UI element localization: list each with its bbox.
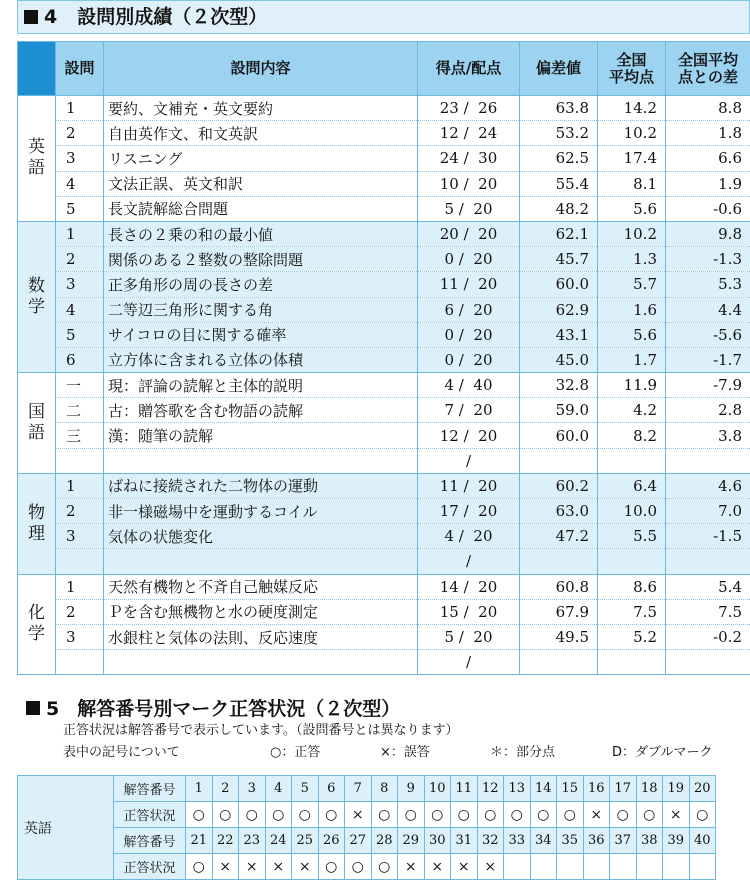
subject-label: 物 理 bbox=[18, 473, 56, 574]
question-content: Ｐを含む無機物と水の硬度測定 bbox=[104, 599, 418, 624]
answer-status-label: 正答状況 bbox=[114, 802, 186, 828]
score-cell: / bbox=[418, 549, 520, 574]
diff-cell: -1.7 bbox=[666, 347, 750, 372]
answer-status-cell bbox=[504, 854, 531, 880]
answer-status-cell: ○ bbox=[504, 802, 531, 828]
answer-status-cell bbox=[583, 854, 610, 880]
section5-title: 解答番号別マーク正答状況（２次型） bbox=[77, 698, 401, 720]
national-average-cell: 11.9 bbox=[598, 373, 666, 398]
answer-status-cell: × bbox=[424, 854, 451, 880]
question-no: 2 bbox=[56, 599, 104, 624]
score-cell: 5 / 20 bbox=[418, 196, 520, 221]
table-row bbox=[18, 423, 750, 448]
question-no: 3 bbox=[56, 146, 104, 171]
table-row bbox=[18, 322, 750, 347]
question-no: 5 bbox=[56, 322, 104, 347]
answer-number-cell: 39 bbox=[663, 828, 690, 854]
answer-status-cell: ○ bbox=[398, 802, 425, 828]
diff-cell: -5.6 bbox=[666, 322, 750, 347]
question-no: 2 bbox=[56, 499, 104, 524]
deviation-cell: 60.0 bbox=[520, 272, 598, 297]
question-content: 気体の状態変化 bbox=[104, 524, 418, 549]
answer-number-cell: 3 bbox=[239, 776, 266, 802]
section5-note: 正答状況は解答番号で表示しています。（設問番号とは異なります） bbox=[63, 723, 459, 738]
answer-number-cell: 38 bbox=[636, 828, 663, 854]
header-question-content: 設問内容 bbox=[104, 42, 418, 96]
question-no: 2 bbox=[56, 121, 104, 146]
question-content bbox=[104, 448, 418, 473]
answer-status-cell: ○ bbox=[371, 854, 398, 880]
diff-cell: 1.8 bbox=[666, 121, 750, 146]
diff-cell bbox=[666, 650, 750, 675]
diff-cell: 7.5 bbox=[666, 599, 750, 624]
score-cell: 23 / 26 bbox=[418, 96, 520, 121]
answer-number-cell: 18 bbox=[636, 776, 663, 802]
deviation-cell: 60.2 bbox=[520, 473, 598, 498]
answer-status-cell: × bbox=[345, 802, 372, 828]
legend-label: 表中の記号について bbox=[63, 745, 180, 760]
question-content: 水銀柱と気体の法則、反応速度 bbox=[104, 624, 418, 649]
score-cell: 15 / 20 bbox=[418, 599, 520, 624]
deviation-cell: 67.9 bbox=[520, 599, 598, 624]
question-no: 三 bbox=[56, 423, 104, 448]
national-average-cell: 8.2 bbox=[598, 423, 666, 448]
square-bullet-icon bbox=[24, 10, 38, 24]
header-score: 得点/配点 bbox=[418, 42, 520, 96]
answer-number-cell: 33 bbox=[504, 828, 531, 854]
diff-cell: 7.0 bbox=[666, 499, 750, 524]
table-row bbox=[18, 448, 750, 473]
table-row bbox=[18, 499, 750, 524]
answer-number-cell: 13 bbox=[504, 776, 531, 802]
subject-label: 英 語 bbox=[18, 96, 56, 222]
table-row bbox=[18, 854, 716, 880]
answer-status-cell: ○ bbox=[610, 802, 637, 828]
answer-status-cell bbox=[610, 854, 637, 880]
square-bullet-icon bbox=[26, 701, 40, 715]
answer-number-cell: 24 bbox=[265, 828, 292, 854]
answer-number-cell: 25 bbox=[292, 828, 319, 854]
answer-status-cell: × bbox=[663, 802, 690, 828]
table-row bbox=[18, 524, 750, 549]
diff-cell: 1.9 bbox=[666, 171, 750, 196]
table-row bbox=[18, 96, 750, 121]
answer-status-cell bbox=[557, 854, 584, 880]
deviation-cell: 45.7 bbox=[520, 247, 598, 272]
answer-status-label: 正答状況 bbox=[114, 854, 186, 880]
diff-cell: 3.8 bbox=[666, 423, 750, 448]
section5-number: 5 bbox=[46, 698, 60, 720]
answer-status-cell: ○ bbox=[451, 802, 478, 828]
table-row bbox=[18, 121, 750, 146]
answer-number-cell: 32 bbox=[477, 828, 504, 854]
national-average-cell: 17.4 bbox=[598, 146, 666, 171]
question-no: 1 bbox=[56, 473, 104, 498]
deviation-cell: 32.8 bbox=[520, 373, 598, 398]
answer-number-cell: 19 bbox=[663, 776, 690, 802]
table-row bbox=[18, 802, 716, 828]
subject-label: 国 語 bbox=[18, 373, 56, 474]
national-average-cell: 8.6 bbox=[598, 574, 666, 599]
deviation-cell: 62.5 bbox=[520, 146, 598, 171]
table-row bbox=[18, 549, 750, 574]
national-average-cell: 8.1 bbox=[598, 171, 666, 196]
deviation-cell: 43.1 bbox=[520, 322, 598, 347]
legend-wrong: ×：誤答 bbox=[380, 745, 430, 760]
header-corner bbox=[18, 42, 56, 96]
table-row bbox=[18, 624, 750, 649]
question-content: 自由英作文、和文英訳 bbox=[104, 121, 418, 146]
subject-label: 英語 bbox=[18, 776, 114, 880]
diff-cell: 9.8 bbox=[666, 221, 750, 246]
score-cell: 5 / 20 bbox=[418, 624, 520, 649]
question-no: 3 bbox=[56, 624, 104, 649]
diff-cell: 5.3 bbox=[666, 272, 750, 297]
answer-status-cell: ○ bbox=[371, 802, 398, 828]
table-row bbox=[18, 776, 716, 802]
national-average-cell: 4.2 bbox=[598, 398, 666, 423]
mark-answer-table bbox=[17, 775, 716, 880]
answer-status-cell: × bbox=[212, 854, 239, 880]
question-no: 2 bbox=[56, 247, 104, 272]
deviation-cell bbox=[520, 448, 598, 473]
deviation-cell: 45.0 bbox=[520, 347, 598, 372]
deviation-cell bbox=[520, 650, 598, 675]
question-content: 関係のある２整数の整除問題 bbox=[104, 247, 418, 272]
diff-cell: 4.6 bbox=[666, 473, 750, 498]
score-cell: 11 / 20 bbox=[418, 473, 520, 498]
answer-status-cell: ○ bbox=[212, 802, 239, 828]
answer-number-cell: 36 bbox=[583, 828, 610, 854]
deviation-cell: 62.1 bbox=[520, 221, 598, 246]
header-diff-from-average: 全国平均 点との差 bbox=[666, 42, 750, 96]
question-no: 4 bbox=[56, 171, 104, 196]
diff-cell: 4.4 bbox=[666, 297, 750, 322]
national-average-cell: 5.6 bbox=[598, 196, 666, 221]
national-average-cell: 10.2 bbox=[598, 221, 666, 246]
score-cell: 12 / 20 bbox=[418, 423, 520, 448]
answer-status-cell: ○ bbox=[689, 802, 716, 828]
score-cell: 14 / 20 bbox=[418, 574, 520, 599]
question-content: 立方体に含まれる立体の体積 bbox=[104, 347, 418, 372]
answer-status-cell: ○ bbox=[636, 802, 663, 828]
question-no bbox=[56, 549, 104, 574]
score-cell: 20 / 20 bbox=[418, 221, 520, 246]
answer-status-cell: ○ bbox=[265, 802, 292, 828]
answer-number-cell: 4 bbox=[265, 776, 292, 802]
national-average-cell: 1.7 bbox=[598, 347, 666, 372]
national-average-cell: 5.7 bbox=[598, 272, 666, 297]
answer-status-cell: × bbox=[477, 854, 504, 880]
subject-label: 化 学 bbox=[18, 574, 56, 675]
answer-status-cell: × bbox=[265, 854, 292, 880]
question-no: 5 bbox=[56, 196, 104, 221]
question-content: 古：贈答歌を含む物語の読解 bbox=[104, 398, 418, 423]
answer-number-label: 解答番号 bbox=[114, 776, 186, 802]
national-average-cell: 5.6 bbox=[598, 322, 666, 347]
answer-number-cell: 6 bbox=[318, 776, 345, 802]
header-deviation: 偏差値 bbox=[520, 42, 598, 96]
answer-status-cell: ○ bbox=[557, 802, 584, 828]
score-cell: 7 / 20 bbox=[418, 398, 520, 423]
score-cell: 17 / 20 bbox=[418, 499, 520, 524]
national-average-cell: 5.2 bbox=[598, 624, 666, 649]
answer-number-cell: 35 bbox=[557, 828, 584, 854]
section4-header bbox=[17, 0, 750, 34]
answer-number-cell: 30 bbox=[424, 828, 451, 854]
answer-number-cell: 9 bbox=[398, 776, 425, 802]
national-average-cell: 5.5 bbox=[598, 524, 666, 549]
question-content: 漢：随筆の読解 bbox=[104, 423, 418, 448]
score-cell: / bbox=[418, 650, 520, 675]
answer-number-cell: 27 bbox=[345, 828, 372, 854]
answer-number-cell: 34 bbox=[530, 828, 557, 854]
question-content: 天然有機物と不斉自己触媒反応 bbox=[104, 574, 418, 599]
table-row bbox=[18, 171, 750, 196]
answer-status-cell: ○ bbox=[318, 802, 345, 828]
table-row bbox=[18, 247, 750, 272]
score-cell: 6 / 20 bbox=[418, 297, 520, 322]
deviation-cell: 63.0 bbox=[520, 499, 598, 524]
diff-cell: -1.5 bbox=[666, 524, 750, 549]
legend-double-mark: D：ダブルマーク bbox=[612, 745, 713, 760]
national-average-cell bbox=[598, 549, 666, 574]
table-row bbox=[18, 828, 716, 854]
score-cell: 12 / 24 bbox=[418, 121, 520, 146]
answer-status-cell: × bbox=[239, 854, 266, 880]
score-cell: 0 / 20 bbox=[418, 247, 520, 272]
answer-number-cell: 40 bbox=[689, 828, 716, 854]
question-content: 長さの２乗の和の最小値 bbox=[104, 221, 418, 246]
diff-cell: -1.3 bbox=[666, 247, 750, 272]
deviation-cell: 53.2 bbox=[520, 121, 598, 146]
table-row bbox=[18, 221, 750, 246]
header-question-no: 設問 bbox=[56, 42, 104, 96]
table-row bbox=[18, 146, 750, 171]
deviation-cell: 62.9 bbox=[520, 297, 598, 322]
table-row bbox=[18, 650, 750, 675]
question-no bbox=[56, 650, 104, 675]
question-content: サイコロの目に関する確率 bbox=[104, 322, 418, 347]
section4-title: 設問別成績（２次型） bbox=[77, 6, 268, 28]
question-no: 1 bbox=[56, 221, 104, 246]
national-average-cell: 14.2 bbox=[598, 96, 666, 121]
question-content: リスニング bbox=[104, 146, 418, 171]
diff-cell: 6.6 bbox=[666, 146, 750, 171]
question-no: 一 bbox=[56, 373, 104, 398]
table-row bbox=[18, 297, 750, 322]
question-no: 二 bbox=[56, 398, 104, 423]
score-cell: 10 / 20 bbox=[418, 171, 520, 196]
answer-number-cell: 20 bbox=[689, 776, 716, 802]
table-row bbox=[18, 196, 750, 221]
national-average-cell bbox=[598, 448, 666, 473]
question-content: 文法正誤、英文和訳 bbox=[104, 171, 418, 196]
table-row bbox=[18, 473, 750, 498]
deviation-cell: 47.2 bbox=[520, 524, 598, 549]
national-average-cell: 6.4 bbox=[598, 473, 666, 498]
national-average-cell: 1.3 bbox=[598, 247, 666, 272]
answer-number-cell: 16 bbox=[583, 776, 610, 802]
answer-number-cell: 37 bbox=[610, 828, 637, 854]
question-content: 二等辺三角形に関する角 bbox=[104, 297, 418, 322]
question-content: 現：評論の読解と主体的説明 bbox=[104, 373, 418, 398]
answer-number-cell: 31 bbox=[451, 828, 478, 854]
national-average-cell: 1.6 bbox=[598, 297, 666, 322]
answer-status-cell: ○ bbox=[345, 854, 372, 880]
deviation-cell: 60.8 bbox=[520, 574, 598, 599]
diff-cell: -0.2 bbox=[666, 624, 750, 649]
question-score-table bbox=[17, 41, 750, 675]
table-row bbox=[18, 347, 750, 372]
score-cell: 0 / 20 bbox=[418, 322, 520, 347]
question-no: 3 bbox=[56, 524, 104, 549]
answer-number-cell: 7 bbox=[345, 776, 372, 802]
question-no: 4 bbox=[56, 297, 104, 322]
answer-number-cell: 28 bbox=[371, 828, 398, 854]
question-no: 3 bbox=[56, 272, 104, 297]
answer-status-cell: ○ bbox=[530, 802, 557, 828]
national-average-cell: 10.2 bbox=[598, 121, 666, 146]
answer-status-cell bbox=[689, 854, 716, 880]
answer-number-cell: 22 bbox=[212, 828, 239, 854]
table-row bbox=[18, 373, 750, 398]
answer-status-cell: ○ bbox=[186, 802, 213, 828]
answer-status-cell: ○ bbox=[318, 854, 345, 880]
legend-partial: ＊：部分点 bbox=[490, 745, 556, 760]
answer-number-cell: 15 bbox=[557, 776, 584, 802]
national-average-cell bbox=[598, 650, 666, 675]
answer-number-cell: 21 bbox=[186, 828, 213, 854]
deviation-cell: 49.5 bbox=[520, 624, 598, 649]
diff-cell: 2.8 bbox=[666, 398, 750, 423]
question-content: 正多角形の周の長さの差 bbox=[104, 272, 418, 297]
legend-correct: ○：正答 bbox=[270, 745, 321, 760]
national-average-cell: 7.5 bbox=[598, 599, 666, 624]
answer-number-cell: 26 bbox=[318, 828, 345, 854]
score-cell: 4 / 20 bbox=[418, 524, 520, 549]
table-row bbox=[18, 272, 750, 297]
table-row bbox=[18, 574, 750, 599]
diff-cell: 8.8 bbox=[666, 96, 750, 121]
diff-cell: -7.9 bbox=[666, 373, 750, 398]
deviation-cell: 59.0 bbox=[520, 398, 598, 423]
deviation-cell bbox=[520, 549, 598, 574]
answer-number-cell: 8 bbox=[371, 776, 398, 802]
deviation-cell: 63.8 bbox=[520, 96, 598, 121]
answer-status-cell: ○ bbox=[477, 802, 504, 828]
answer-number-label: 解答番号 bbox=[114, 828, 186, 854]
subject-label: 数 学 bbox=[18, 221, 56, 372]
question-no: 1 bbox=[56, 574, 104, 599]
section4-number: 4 bbox=[44, 6, 58, 28]
deviation-cell: 60.0 bbox=[520, 423, 598, 448]
table-row bbox=[18, 599, 750, 624]
score-cell: 4 / 40 bbox=[418, 373, 520, 398]
diff-cell bbox=[666, 448, 750, 473]
answer-status-cell bbox=[663, 854, 690, 880]
answer-status-cell bbox=[636, 854, 663, 880]
answer-status-cell: ○ bbox=[292, 802, 319, 828]
answer-number-cell: 12 bbox=[477, 776, 504, 802]
question-content: 長文読解総合問題 bbox=[104, 196, 418, 221]
answer-status-cell: ○ bbox=[239, 802, 266, 828]
answer-number-cell: 14 bbox=[530, 776, 557, 802]
answer-number-cell: 10 bbox=[424, 776, 451, 802]
answer-number-cell: 1 bbox=[186, 776, 213, 802]
header-national-average: 全国 平均点 bbox=[598, 42, 666, 96]
diff-cell bbox=[666, 549, 750, 574]
answer-status-cell: ○ bbox=[186, 854, 213, 880]
score-cell: 24 / 30 bbox=[418, 146, 520, 171]
answer-status-cell: × bbox=[292, 854, 319, 880]
answer-number-cell: 2 bbox=[212, 776, 239, 802]
answer-number-cell: 17 bbox=[610, 776, 637, 802]
deviation-cell: 48.2 bbox=[520, 196, 598, 221]
question-content bbox=[104, 549, 418, 574]
question-no: 1 bbox=[56, 96, 104, 121]
question-content: ばねに接続された二物体の運動 bbox=[104, 473, 418, 498]
diff-cell: 5.4 bbox=[666, 574, 750, 599]
national-average-cell: 10.0 bbox=[598, 499, 666, 524]
score-cell: 0 / 20 bbox=[418, 347, 520, 372]
answer-number-cell: 23 bbox=[239, 828, 266, 854]
score-cell: 11 / 20 bbox=[418, 272, 520, 297]
question-content bbox=[104, 650, 418, 675]
question-no: 6 bbox=[56, 347, 104, 372]
answer-number-cell: 29 bbox=[398, 828, 425, 854]
deviation-cell: 55.4 bbox=[520, 171, 598, 196]
answer-status-cell: × bbox=[583, 802, 610, 828]
score-cell: / bbox=[418, 448, 520, 473]
question-content: 要約、文補充・英文要約 bbox=[104, 96, 418, 121]
diff-cell: -0.6 bbox=[666, 196, 750, 221]
answer-status-cell: × bbox=[451, 854, 478, 880]
table-row bbox=[18, 398, 750, 423]
answer-status-cell bbox=[530, 854, 557, 880]
question-content: 非一様磁場中を運動するコイル bbox=[104, 499, 418, 524]
section5-header bbox=[26, 694, 400, 721]
answer-number-cell: 11 bbox=[451, 776, 478, 802]
answer-status-cell: ○ bbox=[424, 802, 451, 828]
answer-status-cell: × bbox=[398, 854, 425, 880]
question-no bbox=[56, 448, 104, 473]
answer-number-cell: 5 bbox=[292, 776, 319, 802]
